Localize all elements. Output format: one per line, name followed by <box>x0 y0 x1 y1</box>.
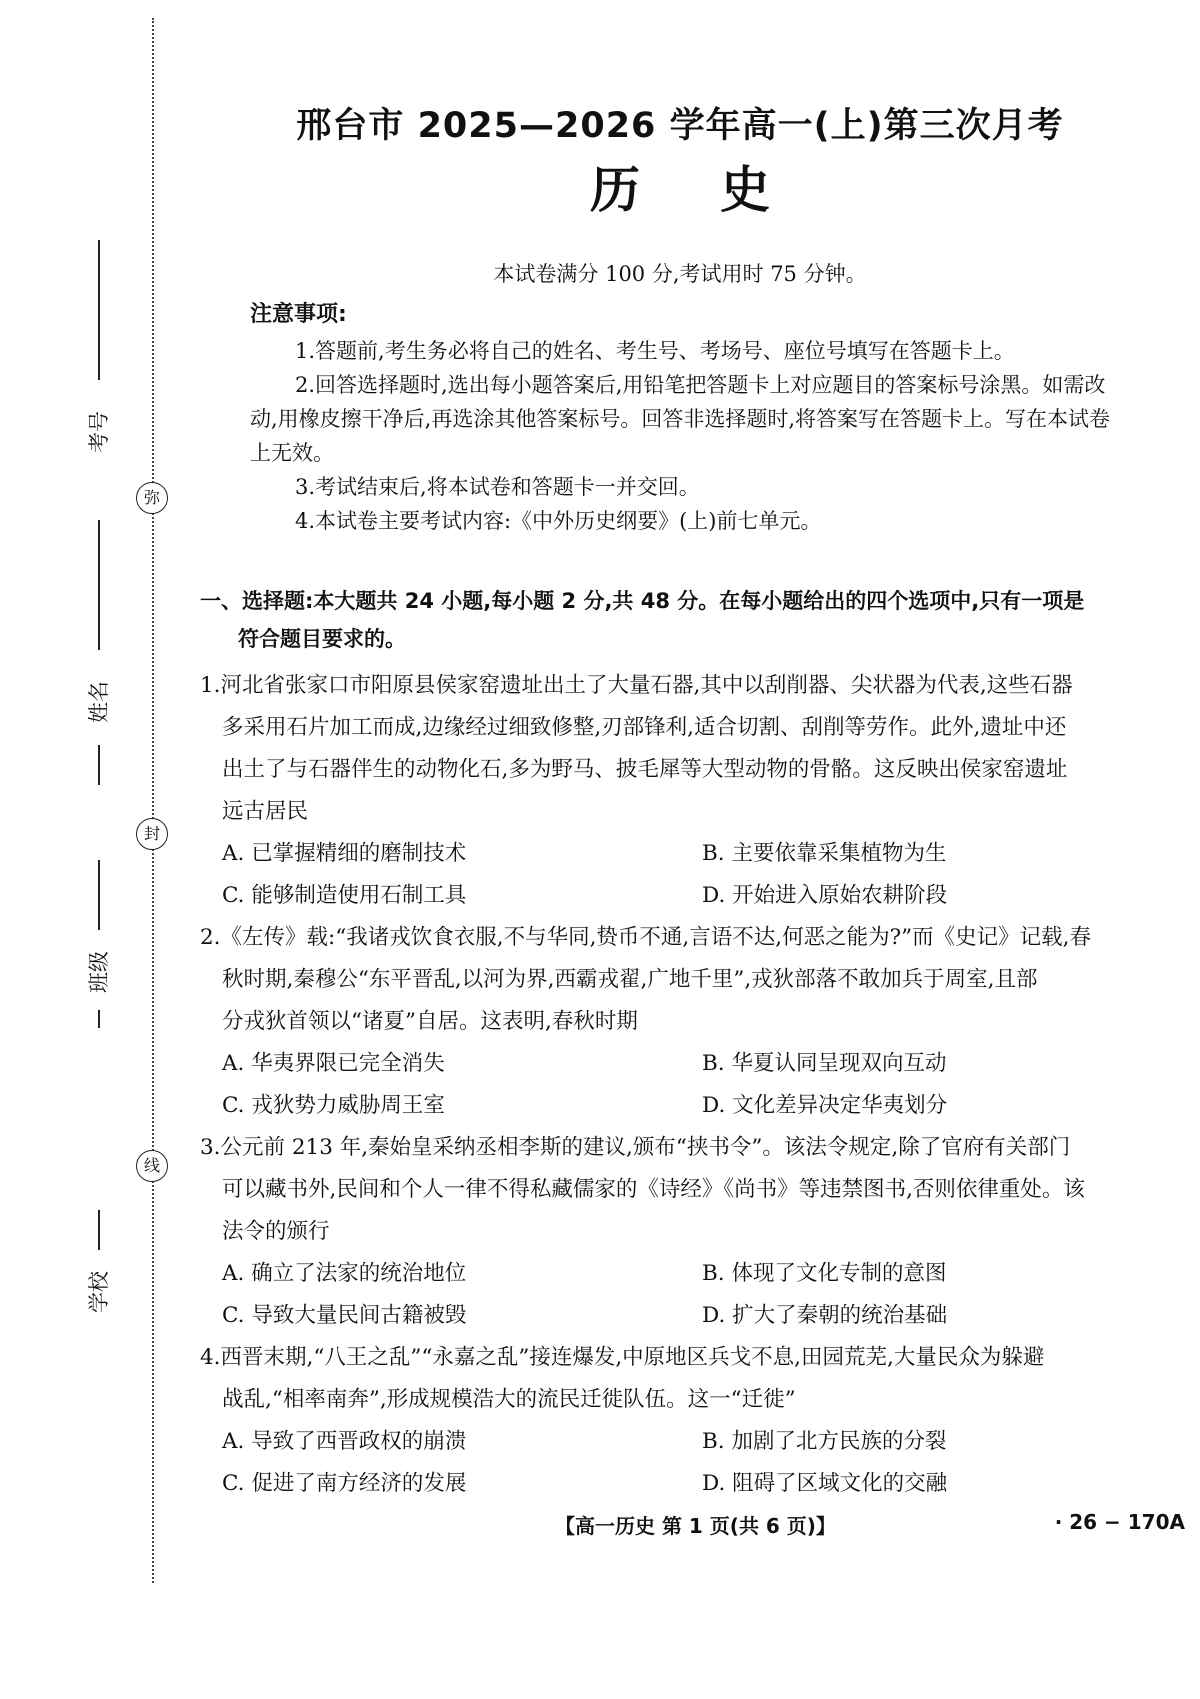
stem-line: 出土了与石器伴生的动物化石,多为野马、披毛犀等大型动物的骨骼。这反映出侯家窑遗址 <box>222 757 1068 782</box>
option-d: D. 扩大了秦朝的统治基础 <box>702 1303 948 1328</box>
option-c: C. 能够制造使用石制工具 <box>222 883 467 908</box>
option-b: B. 体现了文化专制的意图 <box>702 1261 947 1286</box>
question-options <box>200 833 1185 917</box>
question-2 <box>200 917 1185 1127</box>
stem-line: 1.河北省张家口市阳原县侯家窑遗址出土了大量石器,其中以刮削器、尖状器为代表,这些石器 <box>200 673 1073 698</box>
margin-label-name: 姓名 <box>87 681 111 723</box>
option-c: C. 戎狄势力威胁周王室 <box>222 1093 445 1118</box>
notice-item: 3.考试结束后,将本试卷和答题卡一并交回。 <box>295 475 700 499</box>
margin-blank-exam-number <box>98 240 100 380</box>
question-list <box>200 665 1185 1505</box>
stem-line: 2.《左传》载:“我诸戎饮食衣服,不与华同,贽币不通,言语不达,何恶之能为?”而《史记》记载,春 <box>200 925 1091 950</box>
question-stem <box>200 917 1185 1043</box>
question-stem <box>200 1127 1185 1253</box>
option-d: D. 开始进入原始农耕阶段 <box>702 883 948 908</box>
binding-dotted-line <box>152 18 154 1583</box>
stem-line: 远古居民 <box>222 799 309 824</box>
option-a: A. 已掌握精细的磨制技术 <box>222 841 467 866</box>
option-a: A. 导致了西晋政权的崩溃 <box>222 1429 467 1454</box>
notice-item: 2.回答选择题时,选出每小题答案后,用铅笔把答题卡上对应题目的答案标号涂黑。如需改动,用橡皮擦干净后,再选涂其他答案标号。回答非选择题时,将答案写在答题卡上。写在本试卷上无效。 <box>250 373 1111 465</box>
seal-char-xian: 线 <box>136 1150 168 1182</box>
margin-blank-school <box>98 1210 100 1250</box>
option-b: B. 加剧了北方民族的分裂 <box>702 1429 947 1454</box>
question-3 <box>200 1127 1185 1337</box>
question-options <box>200 1253 1185 1337</box>
seal-char-mi: 弥 <box>136 482 168 514</box>
option-a: A. 确立了法家的统治地位 <box>222 1261 467 1286</box>
question-stem <box>200 665 1185 833</box>
stem-line: 分戎狄首领以“诸夏”自居。这表明,春秋时期 <box>222 1009 638 1034</box>
margin-blank-name <box>98 520 100 650</box>
notice-list <box>250 334 1130 538</box>
subject-title: 历史 <box>590 161 850 219</box>
section-heading <box>200 582 1185 658</box>
question-4 <box>200 1337 1185 1505</box>
stem-line: 法令的颁行 <box>222 1219 330 1244</box>
notice-heading: 注意事项: <box>250 302 347 327</box>
margin-blank-name-2 <box>98 745 100 785</box>
seal-char-feng: 封 <box>136 818 168 850</box>
question-1 <box>200 665 1185 917</box>
stem-line: 3.公元前 213 年,秦始皇采纳丞相李斯的建议,颁布“挟书令”。该法令规定,除了官府有关部门 <box>200 1135 1071 1160</box>
notice-item: 1.答题前,考生务必将自己的姓名、考生号、考场号、座位号填写在答题卡上。 <box>295 339 1015 363</box>
paper-code: · 26 − 170A <box>1054 1510 1185 1534</box>
margin-blank-class-2 <box>98 1010 100 1028</box>
question-options <box>200 1421 1185 1505</box>
question-stem <box>200 1337 1185 1421</box>
margin-label-class: 班级 <box>87 951 111 993</box>
section-heading-line: 一、选择题:本大题共 24 小题,每小题 2 分,共 48 分。在每小题给出的四个选项中,只有一项是 <box>200 589 1085 613</box>
stem-line: 可以藏书外,民间和个人一律不得私藏儒家的《诗经》《尚书》等违禁图书,否则依律重处。该 <box>222 1177 1085 1202</box>
page-number: 【高一历史 第 1 页(共 6 页)】 <box>555 1514 836 1538</box>
option-c: C. 促进了南方经济的发展 <box>222 1471 467 1496</box>
notice-item: 4.本试卷主要考试内容:《中外历史纲要》(上)前七单元。 <box>295 509 822 533</box>
question-options <box>200 1043 1185 1127</box>
margin-label-exam-number: 考号 <box>87 411 111 453</box>
section-heading-line: 符合题目要求的。 <box>238 627 406 651</box>
option-b: B. 华夏认同呈现双向互动 <box>702 1051 947 1076</box>
option-a: A. 华夷界限已完全消失 <box>222 1051 445 1076</box>
option-c: C. 导致大量民间古籍被毁 <box>222 1303 467 1328</box>
stem-line: 战乱,“相率南奔”,形成规模浩大的流民迁徙队伍。这一“迁徙” <box>222 1387 796 1412</box>
stem-line: 秋时期,秦穆公“东平晋乱,以河为界,西霸戎翟,广地千里”,戎狄部落不敢加兵于周室,且部 <box>222 967 1038 992</box>
margin-blank-class <box>98 860 100 930</box>
stem-line: 多采用石片加工而成,边缘经过细致修整,刃部锋利,适合切割、刮削等劳作。此外,遗址中还 <box>222 715 1067 740</box>
option-d: D. 文化差异决定华夷划分 <box>702 1093 948 1118</box>
stem-line: 4.西晋末期,“八王之乱”“永嘉之乱”接连爆发,中原地区兵戈不息,田园荒芜,大量民众为躲避 <box>200 1345 1045 1370</box>
exam-info: 本试卷满分 100 分,考试用时 75 分钟。 <box>493 262 867 286</box>
exam-title: 邢台市 2025—2026 学年高一(上)第三次月考 <box>296 106 1064 146</box>
margin-label-school: 学校 <box>87 1271 111 1313</box>
option-b: B. 主要依靠采集植物为生 <box>702 841 947 866</box>
option-d: D. 阻碍了区域文化的交融 <box>702 1471 948 1496</box>
